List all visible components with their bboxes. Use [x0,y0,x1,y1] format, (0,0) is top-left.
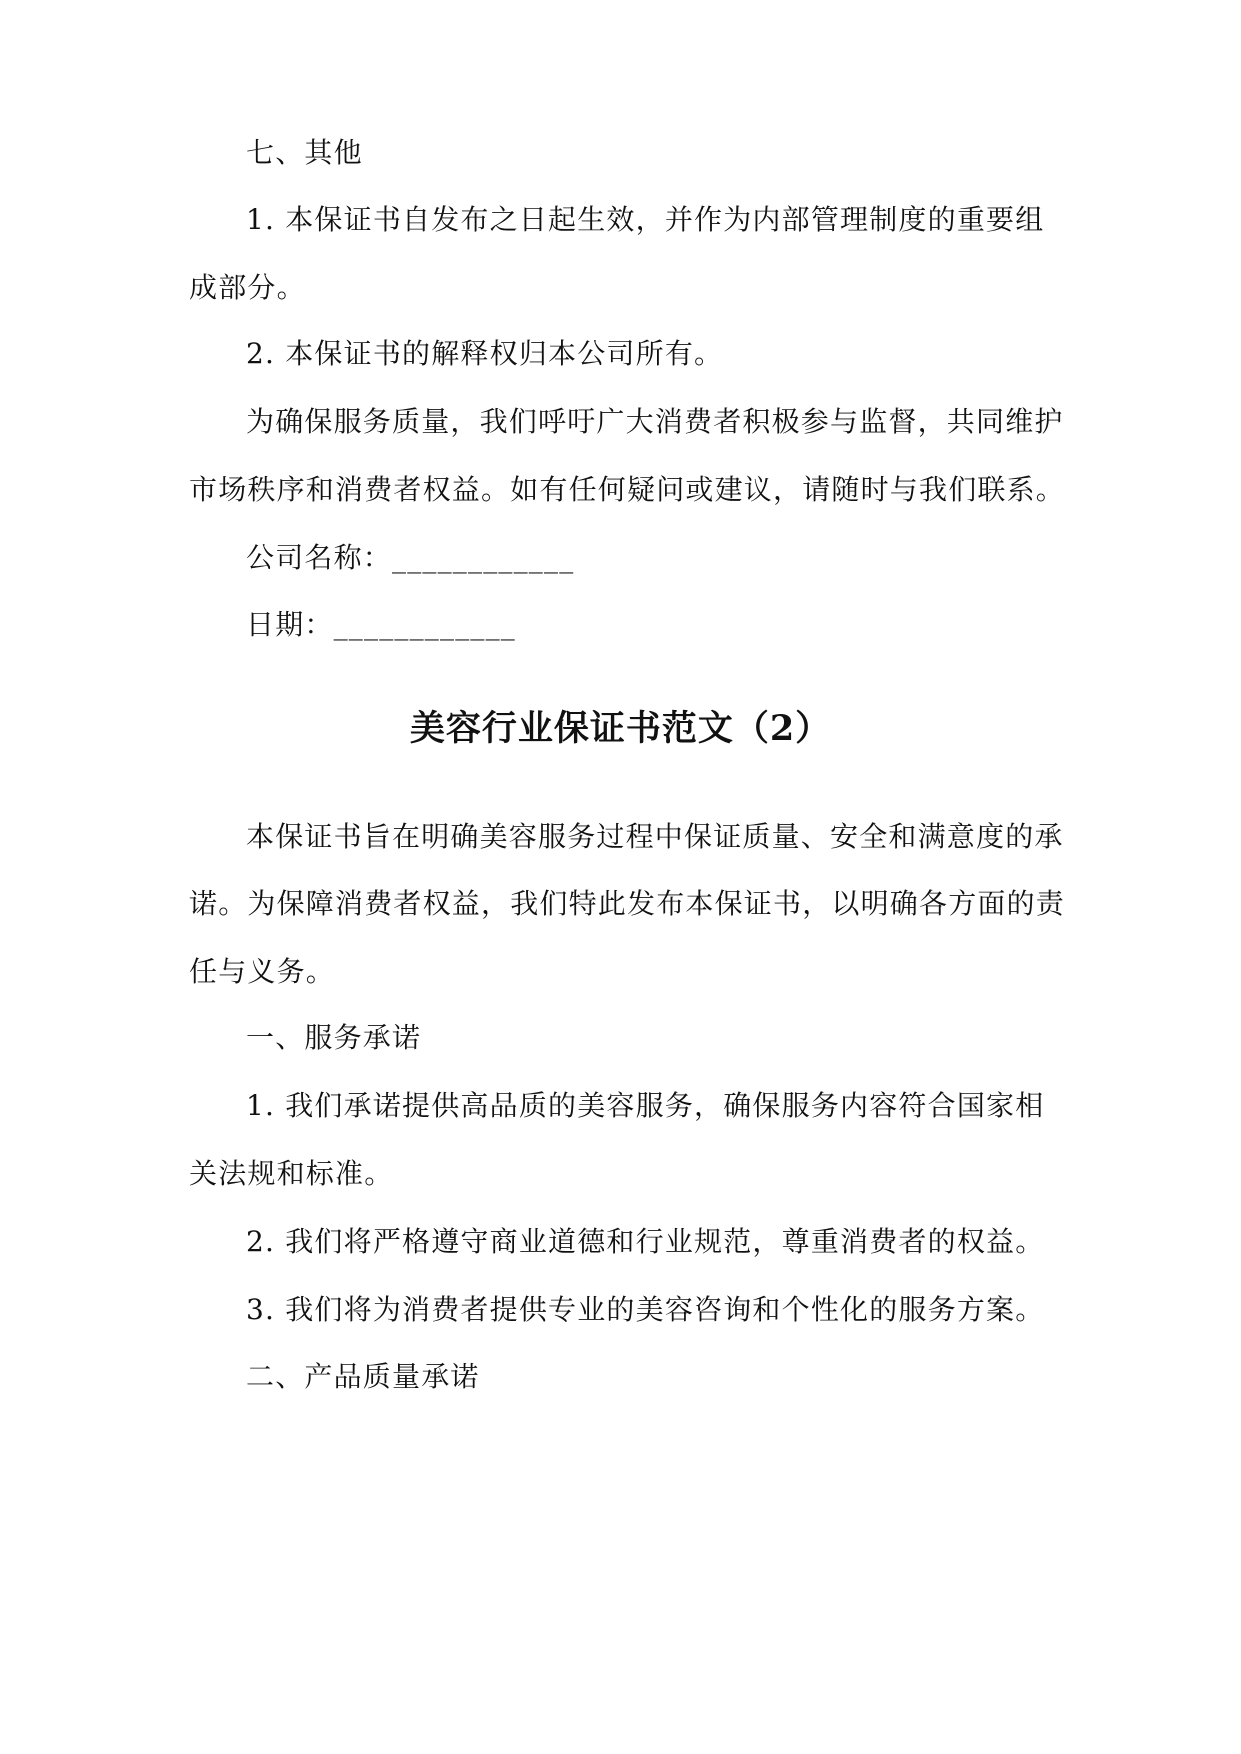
date-field: 日期：____________ [246,608,517,641]
paragraph-line: 1. 本保证书自发布之日起生效，并作为内部管理制度的重要组 [246,203,1045,236]
paragraph-line: 成部分。 [189,271,306,304]
paragraph-line: 关法规和标准。 [189,1157,394,1190]
company-name-field: 公司名称：____________ [246,541,575,574]
paragraph-line: 诺。为保障消费者权益，我们特此发布本保证书，以明确各方面的责 [189,887,1066,920]
paragraph-line: 2. 我们将严格遵守商业道德和行业规范，尊重消费者的权益。 [246,1225,1045,1258]
paragraph-line: 为确保服务质量，我们呼吁广大消费者积极参与监督，共同维护 [246,405,1064,438]
paragraph-line: 本保证书旨在明确美容服务过程中保证质量、安全和满意度的承 [246,820,1064,853]
document-title: 美容行业保证书范文（2） [409,708,832,749]
section-heading-other: 七、其他 [246,136,363,169]
paragraph-line: 市场秩序和消费者权益。如有任何疑问或建议，请随时与我们联系。 [189,473,1066,506]
paragraph-line: 任与义务。 [189,955,336,988]
paragraph-line: 3. 我们将为消费者提供专业的美容咨询和个性化的服务方案。 [246,1293,1045,1326]
section-heading-product-quality: 二、产品质量承诺 [246,1360,480,1393]
section-heading-service: 一、服务承诺 [246,1021,422,1054]
paragraph-line: 2. 本保证书的解释权归本公司所有。 [246,337,724,370]
paragraph-line: 1. 我们承诺提供高品质的美容服务，确保服务内容符合国家相 [246,1089,1045,1122]
